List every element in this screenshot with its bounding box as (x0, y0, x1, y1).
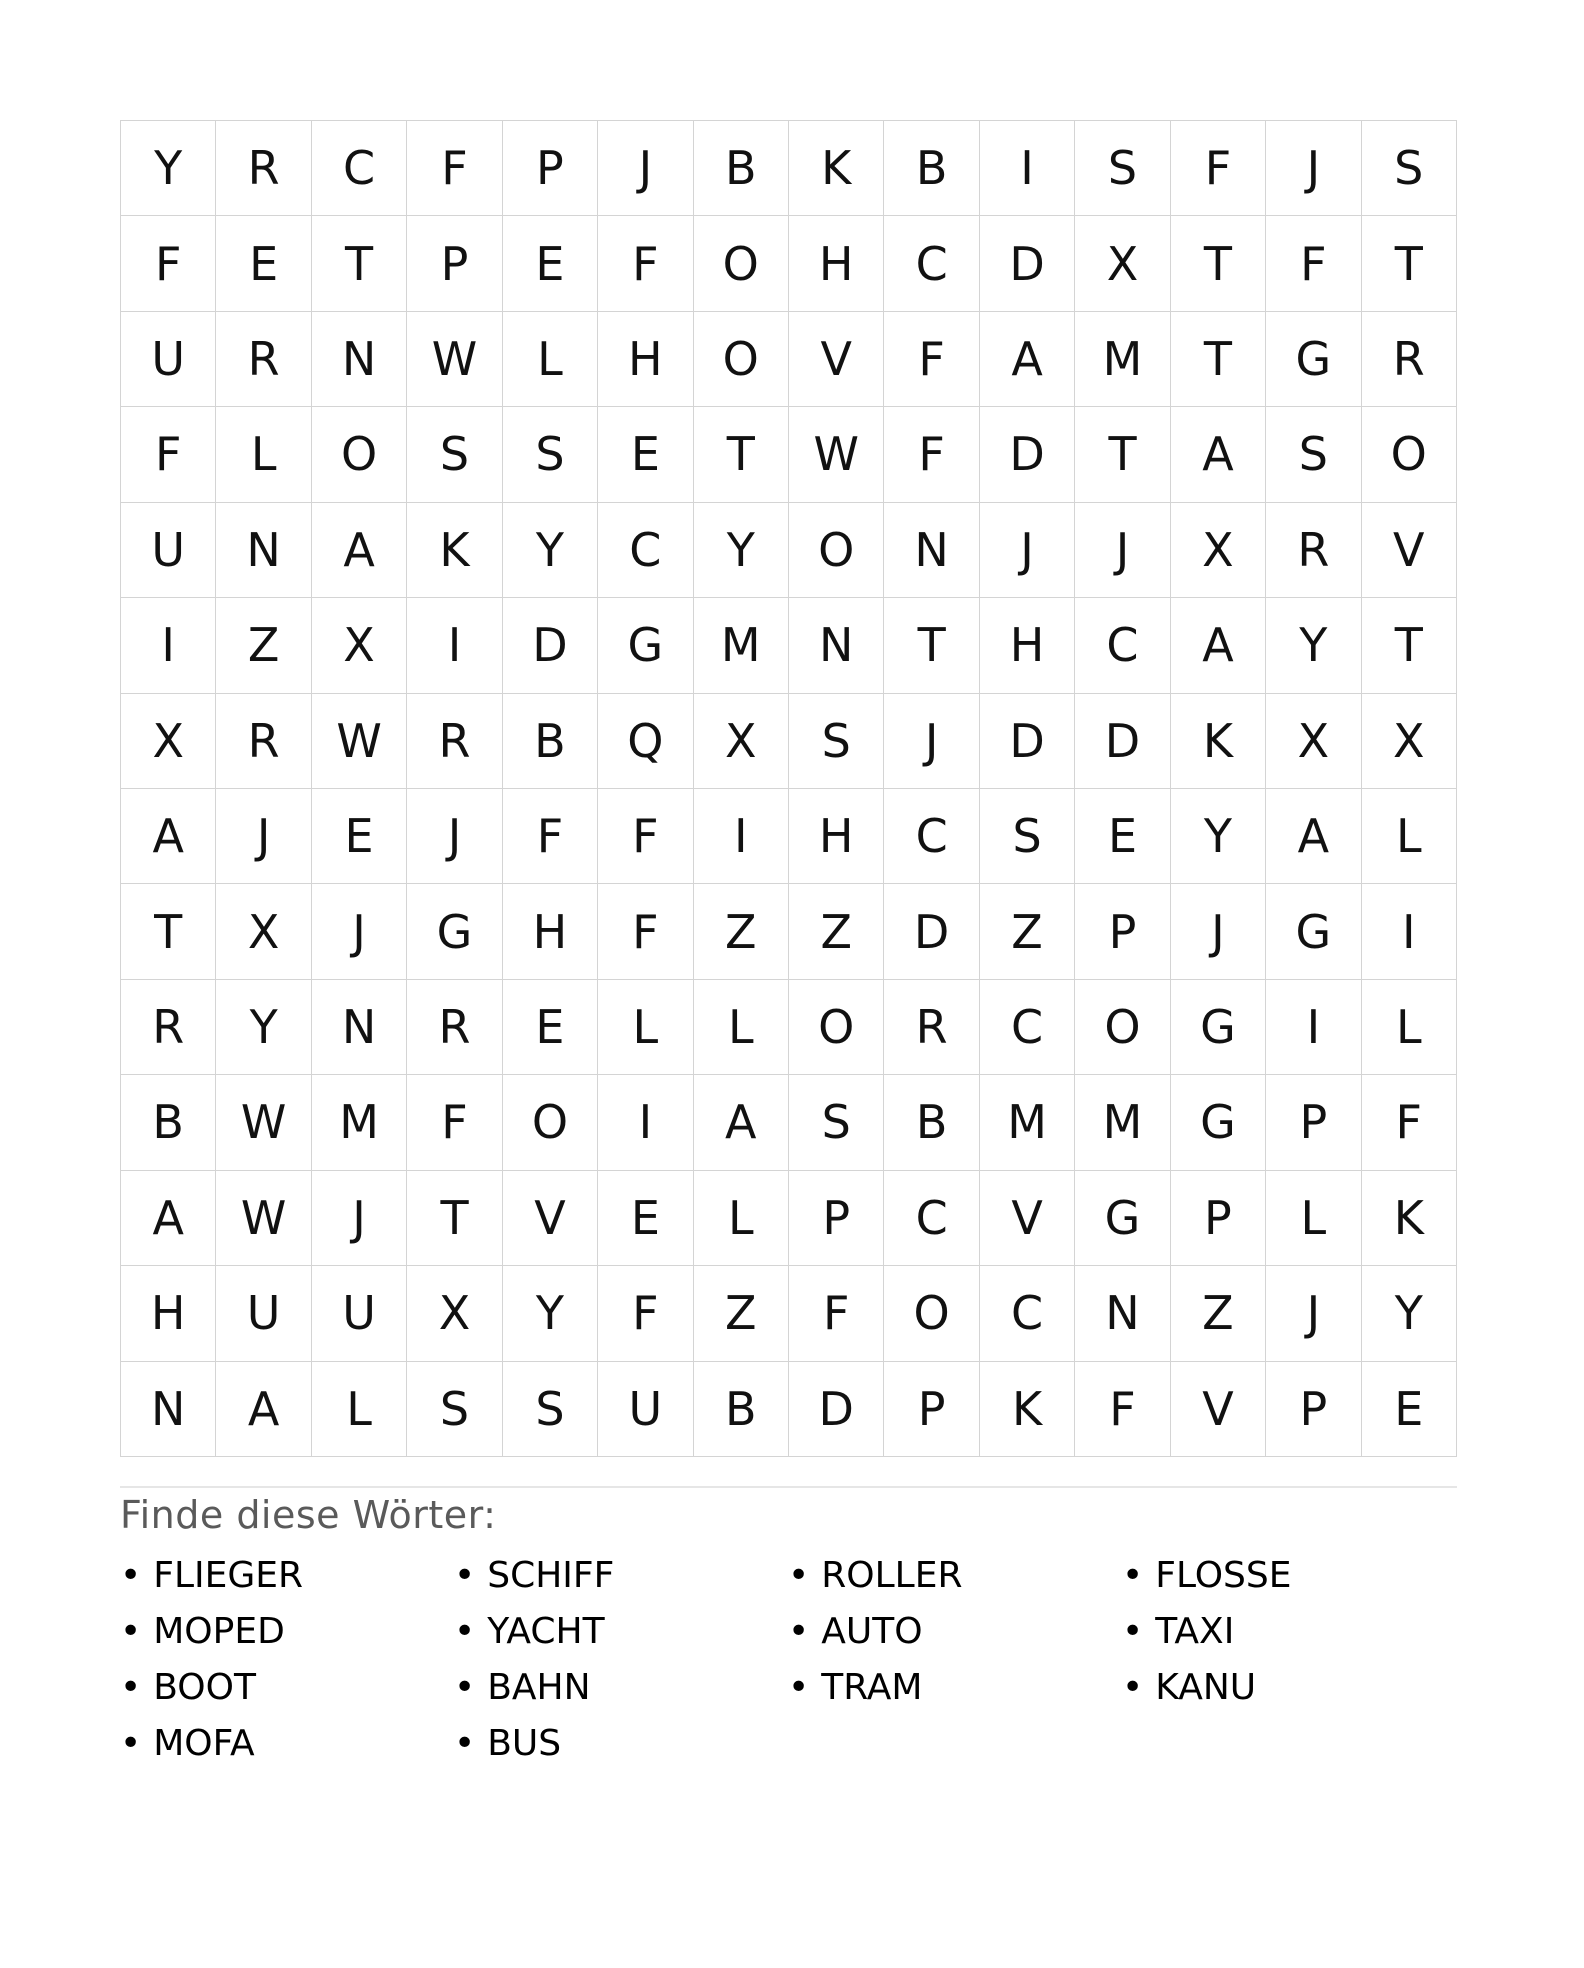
grid-cell[interactable]: U (216, 1266, 311, 1361)
grid-cell[interactable]: J (1266, 121, 1361, 216)
grid-cell[interactable]: O (884, 1266, 979, 1361)
grid-cell[interactable]: I (407, 598, 502, 693)
grid-cell[interactable]: X (1266, 694, 1361, 789)
grid-cell[interactable]: J (1266, 1266, 1361, 1361)
grid-cell[interactable]: H (503, 884, 598, 979)
grid-cell[interactable]: O (1075, 980, 1170, 1075)
grid-cell[interactable]: B (884, 1075, 979, 1170)
word-list-item: • YACHT (454, 1604, 788, 1660)
grid-cell[interactable]: Y (503, 1266, 598, 1361)
grid-cell[interactable]: J (216, 789, 311, 884)
grid-cell[interactable]: I (1362, 884, 1457, 979)
grid-cell[interactable]: D (980, 216, 1075, 311)
grid-cell[interactable]: D (1075, 694, 1170, 789)
grid-cell[interactable]: I (694, 789, 789, 884)
grid-cell[interactable]: X (121, 694, 216, 789)
grid-cell[interactable]: F (598, 789, 693, 884)
grid-cell[interactable]: Z (789, 884, 884, 979)
grid-cell[interactable]: R (407, 980, 502, 1075)
grid-cell[interactable]: E (598, 1171, 693, 1266)
grid-cell[interactable]: E (216, 216, 311, 311)
grid-cell[interactable]: A (312, 503, 407, 598)
grid-cell[interactable]: R (1362, 312, 1457, 407)
word-list-item: • TRAM (788, 1660, 1122, 1716)
grid-cell[interactable]: T (694, 407, 789, 502)
grid-cell[interactable]: V (503, 1171, 598, 1266)
divider (120, 1486, 1457, 1488)
grid-cell[interactable]: F (884, 407, 979, 502)
grid-cell[interactable]: V (1171, 1362, 1266, 1457)
grid-cell[interactable]: G (598, 598, 693, 693)
grid-cell[interactable]: E (1075, 789, 1170, 884)
grid-cell[interactable]: R (216, 121, 311, 216)
grid-cell[interactable]: D (980, 694, 1075, 789)
grid-cell[interactable]: E (1362, 1362, 1457, 1457)
grid-cell[interactable]: T (407, 1171, 502, 1266)
grid-cell[interactable]: K (1171, 694, 1266, 789)
grid-cell[interactable]: F (598, 216, 693, 311)
grid-cell[interactable]: G (407, 884, 502, 979)
grid-cell[interactable]: J (884, 694, 979, 789)
grid-cell[interactable]: B (503, 694, 598, 789)
grid-cell[interactable]: Z (980, 884, 1075, 979)
grid-cell[interactable]: F (1075, 1362, 1170, 1457)
grid-cell[interactable]: I (121, 598, 216, 693)
grid-cell[interactable]: W (312, 694, 407, 789)
grid-cell[interactable]: I (980, 121, 1075, 216)
grid-cell[interactable]: B (694, 1362, 789, 1457)
grid-cell[interactable]: A (980, 312, 1075, 407)
grid-cell[interactable]: P (1266, 1362, 1361, 1457)
grid-cell[interactable]: Z (694, 1266, 789, 1361)
grid-cell[interactable]: L (694, 1171, 789, 1266)
grid-cell[interactable]: C (884, 789, 979, 884)
grid-cell[interactable]: N (216, 503, 311, 598)
grid-cell[interactable]: D (503, 598, 598, 693)
grid-cell[interactable]: A (121, 789, 216, 884)
grid-cell[interactable]: F (407, 121, 502, 216)
grid-cell[interactable]: I (598, 1075, 693, 1170)
grid-cell[interactable]: S (1362, 121, 1457, 216)
grid-cell[interactable]: R (407, 694, 502, 789)
grid-cell[interactable]: J (980, 503, 1075, 598)
grid-cell[interactable]: G (1171, 980, 1266, 1075)
grid-cell[interactable]: N (312, 312, 407, 407)
grid-cell[interactable]: R (216, 694, 311, 789)
grid-cell[interactable]: E (503, 980, 598, 1075)
word-list-item: • FLIEGER (120, 1548, 454, 1604)
grid-cell[interactable]: Y (503, 503, 598, 598)
word-list-item: • ROLLER (788, 1548, 1122, 1604)
grid-cell[interactable]: Y (694, 503, 789, 598)
grid-cell[interactable]: V (1362, 503, 1457, 598)
grid-cell[interactable]: H (121, 1266, 216, 1361)
word-list-item: • MOPED (120, 1604, 454, 1660)
grid-cell[interactable]: U (598, 1362, 693, 1457)
grid-cell[interactable]: H (980, 598, 1075, 693)
grid-cell[interactable]: C (980, 980, 1075, 1075)
grid-cell[interactable]: T (1171, 312, 1266, 407)
grid-cell[interactable]: F (1362, 1075, 1457, 1170)
grid-cell[interactable]: Y (1171, 789, 1266, 884)
grid-cell[interactable]: S (980, 789, 1075, 884)
grid-cell[interactable]: T (1362, 216, 1457, 311)
grid-cell[interactable]: J (312, 1171, 407, 1266)
grid-cell[interactable]: J (598, 121, 693, 216)
grid-cell[interactable]: W (216, 1075, 311, 1170)
grid-cell[interactable]: L (216, 407, 311, 502)
grid-cell[interactable]: X (694, 694, 789, 789)
grid-cell[interactable]: L (598, 980, 693, 1075)
grid-cell[interactable]: W (407, 312, 502, 407)
word-list-heading: Finde diese Wörter: (120, 1493, 497, 1537)
grid-cell[interactable]: Y (216, 980, 311, 1075)
grid-cell[interactable]: C (884, 216, 979, 311)
grid-cell[interactable]: N (121, 1362, 216, 1457)
grid-cell[interactable]: A (216, 1362, 311, 1457)
grid-cell[interactable]: Y (1266, 598, 1361, 693)
grid-cell[interactable]: N (884, 503, 979, 598)
word-list-item: • FLOSSE (1122, 1548, 1457, 1604)
grid-cell[interactable]: S (407, 1362, 502, 1457)
word-list-item: • KANU (1122, 1660, 1457, 1716)
grid-cell[interactable]: C (980, 1266, 1075, 1361)
grid-cell[interactable]: T (312, 216, 407, 311)
grid-cell[interactable]: K (1362, 1171, 1457, 1266)
grid-cell[interactable]: U (121, 503, 216, 598)
word-list-item: • BOOT (120, 1660, 454, 1716)
grid-cell[interactable]: O (503, 1075, 598, 1170)
grid-cell[interactable]: E (503, 216, 598, 311)
word-list-item: • BAHN (454, 1660, 788, 1716)
grid-cell[interactable]: I (1266, 980, 1361, 1075)
grid-cell[interactable]: J (407, 789, 502, 884)
grid-cell[interactable]: C (598, 503, 693, 598)
grid-cell[interactable]: M (980, 1075, 1075, 1170)
grid-cell[interactable]: X (1171, 503, 1266, 598)
letter-grid (120, 120, 1457, 1457)
grid-cell[interactable]: O (789, 503, 884, 598)
grid-cell[interactable]: F (884, 312, 979, 407)
grid-cell[interactable]: X (216, 884, 311, 979)
grid-cell[interactable]: P (1075, 884, 1170, 979)
grid-cell[interactable]: S (1075, 121, 1170, 216)
grid-cell[interactable]: J (312, 884, 407, 979)
grid-cell[interactable]: Y (1362, 1266, 1457, 1361)
grid-cell[interactable]: X (407, 1266, 502, 1361)
grid-cell[interactable]: J (1075, 503, 1170, 598)
grid-cell[interactable]: C (884, 1171, 979, 1266)
grid-cell[interactable]: F (121, 407, 216, 502)
grid-cell[interactable]: P (884, 1362, 979, 1457)
grid-cell[interactable]: T (121, 884, 216, 979)
grid-cell[interactable]: J (1171, 884, 1266, 979)
grid-cell[interactable]: H (789, 216, 884, 311)
grid-cell[interactable]: S (407, 407, 502, 502)
grid-cell[interactable]: F (121, 216, 216, 311)
grid-cell[interactable]: L (1362, 980, 1457, 1075)
grid-cell[interactable]: P (407, 216, 502, 311)
grid-cell[interactable]: A (121, 1171, 216, 1266)
grid-cell[interactable]: V (789, 312, 884, 407)
grid-cell[interactable]: M (1075, 1075, 1170, 1170)
grid-cell[interactable]: H (789, 789, 884, 884)
grid-cell[interactable]: F (407, 1075, 502, 1170)
grid-cell[interactable]: K (789, 121, 884, 216)
grid-cell[interactable]: N (1075, 1266, 1170, 1361)
grid-cell[interactable]: K (980, 1362, 1075, 1457)
grid-cell[interactable]: E (598, 407, 693, 502)
grid-cell[interactable]: D (884, 884, 979, 979)
grid-cell[interactable]: R (121, 980, 216, 1075)
grid-cell[interactable]: D (789, 1362, 884, 1457)
grid-cell[interactable]: E (312, 789, 407, 884)
grid-cell[interactable]: R (216, 312, 311, 407)
grid-cell[interactable]: U (121, 312, 216, 407)
grid-cell[interactable]: O (1362, 407, 1457, 502)
grid-cell[interactable]: P (789, 1171, 884, 1266)
grid-cell[interactable]: C (312, 121, 407, 216)
grid-cell[interactable]: F (1266, 216, 1361, 311)
grid-cell[interactable]: B (121, 1075, 216, 1170)
grid-cell[interactable]: Z (1171, 1266, 1266, 1361)
grid-cell[interactable]: A (1171, 407, 1266, 502)
grid-cell[interactable]: W (216, 1171, 311, 1266)
grid-cell[interactable]: T (884, 598, 979, 693)
grid-cell[interactable]: F (789, 1266, 884, 1361)
grid-cell[interactable]: G (1266, 884, 1361, 979)
grid-cell[interactable]: L (1266, 1171, 1361, 1266)
grid-cell[interactable]: B (694, 121, 789, 216)
grid-cell[interactable]: P (1171, 1171, 1266, 1266)
grid-cell[interactable]: M (1075, 312, 1170, 407)
grid-cell[interactable]: C (1075, 598, 1170, 693)
grid-cell[interactable]: F (503, 789, 598, 884)
grid-cell[interactable]: R (1266, 503, 1361, 598)
word-list-item: • MOFA (120, 1716, 454, 1772)
grid-cell[interactable]: U (312, 1266, 407, 1361)
grid-cell[interactable]: D (980, 407, 1075, 502)
grid-cell[interactable]: W (789, 407, 884, 502)
grid-cell[interactable]: N (789, 598, 884, 693)
grid-cell[interactable]: A (1171, 598, 1266, 693)
grid-cell[interactable]: L (1362, 789, 1457, 884)
grid-cell[interactable]: A (1266, 789, 1361, 884)
grid-cell[interactable]: O (789, 980, 884, 1075)
grid-cell[interactable]: S (789, 694, 884, 789)
grid-cell[interactable]: S (789, 1075, 884, 1170)
grid-cell[interactable]: A (694, 1075, 789, 1170)
word-list-item: • BUS (454, 1716, 788, 1772)
grid-cell[interactable]: L (312, 1362, 407, 1457)
grid-cell[interactable]: T (1362, 598, 1457, 693)
grid-cell[interactable]: R (884, 980, 979, 1075)
grid-cell[interactable]: K (407, 503, 502, 598)
grid-cell[interactable]: G (1171, 1075, 1266, 1170)
grid-cell[interactable]: Z (694, 884, 789, 979)
grid-cell[interactable]: Z (216, 598, 311, 693)
grid-cell[interactable]: T (1075, 407, 1170, 502)
grid-cell[interactable]: O (694, 312, 789, 407)
grid-cell[interactable]: F (598, 884, 693, 979)
grid-cell[interactable]: S (503, 1362, 598, 1457)
grid-cell[interactable]: O (312, 407, 407, 502)
grid-cell[interactable]: Q (598, 694, 693, 789)
grid-cell[interactable]: H (598, 312, 693, 407)
grid-cell[interactable]: X (1362, 694, 1457, 789)
grid-cell[interactable]: M (312, 1075, 407, 1170)
grid-cell[interactable]: Y (121, 121, 216, 216)
word-list-item: • SCHIFF (454, 1548, 788, 1604)
grid-cell[interactable]: G (1266, 312, 1361, 407)
grid-cell[interactable]: O (694, 216, 789, 311)
grid-cell[interactable]: B (884, 121, 979, 216)
grid-cell[interactable]: P (1266, 1075, 1361, 1170)
grid-cell[interactable]: S (503, 407, 598, 502)
word-list-item: • AUTO (788, 1604, 1122, 1660)
grid-cell[interactable]: P (503, 121, 598, 216)
grid-cell[interactable]: L (503, 312, 598, 407)
word-list (120, 1548, 1457, 1772)
word-list-item: • TAXI (1122, 1604, 1457, 1660)
grid-cell[interactable]: F (598, 1266, 693, 1361)
grid-cell[interactable]: V (980, 1171, 1075, 1266)
grid-cell[interactable]: L (694, 980, 789, 1075)
grid-cell[interactable]: S (1266, 407, 1361, 502)
grid-cell[interactable]: F (1171, 121, 1266, 216)
grid-cell[interactable]: X (312, 598, 407, 693)
grid-cell[interactable]: N (312, 980, 407, 1075)
grid-cell[interactable]: X (1075, 216, 1170, 311)
grid-cell[interactable]: T (1171, 216, 1266, 311)
grid-cell[interactable]: G (1075, 1171, 1170, 1266)
grid-cell[interactable]: M (694, 598, 789, 693)
